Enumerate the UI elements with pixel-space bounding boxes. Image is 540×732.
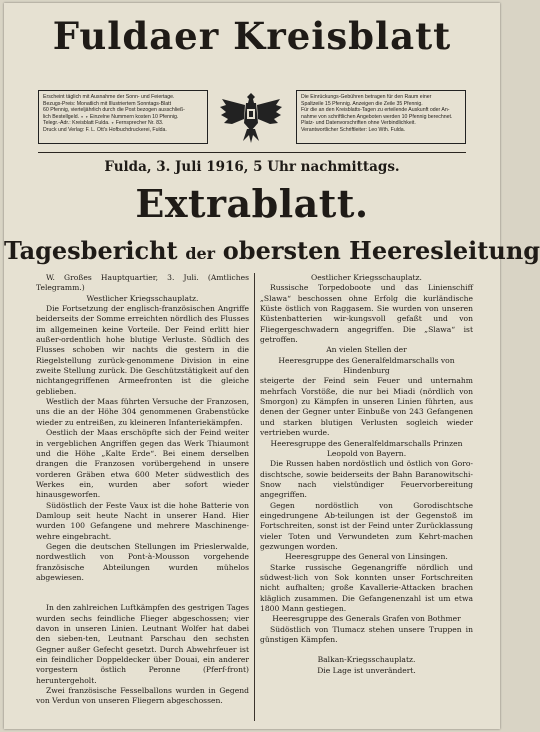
article-paragraph: Die Lage ist unverändert. [317, 665, 416, 675]
subscription-line: 60 Pfennig, vierteljährlich durch die Post bezogen ausschließ- [43, 107, 185, 114]
army-group-heading: Heeresgruppe des General von Linsingen. [285, 552, 448, 562]
subscription-line: lich Bestellgeld. ∘ ∘ Einzelne Nummern kosten 10 Pfennig. [43, 113, 179, 120]
advertising-line: Verantwortlicher Schriftleiter: Leo Wth. Fulda. [301, 126, 406, 133]
article-paragraph: Gegen die deutschen Stellungen im Prieslerwalde, nordwestlich von Pont-à-Mousson vorgehende französische Abteilungen wurden mühelos abgewiesen. [36, 541, 249, 582]
column-divider [254, 273, 255, 721]
left-column [36, 273, 249, 707]
article-paragraph: Südöstlich der Feste Vaux ist die hohe Batterie von Damloup seit heute Nacht in unserer Hand. Hier wurden 100 Gefangene und mehrere Maschinenge-wehre eingebracht. [36, 500, 249, 541]
masthead-title: Fuldaer Kreisblatt [52, 14, 452, 58]
advertising-line: nahme von schriftlichen Angeboten werden 10 Pfennig berechnet. [301, 113, 453, 120]
subscription-line: Bezugs-Preis: Monatlich mit Illustriertem Sonntags-Blatt [43, 100, 172, 107]
article-paragraph: Gegen nordöstlich von Gorodischtsche eingedrungene Ab-teilungen ist der Gegenstoß im Fortschreiten, sonst ist der Feind unter Zurücklassung vieler Toten und Verwundeten zum Kehrt-machen gezwungen worden. [260, 500, 473, 551]
advertising-info-box [296, 90, 466, 144]
report-intro: W. Großes Hauptquartier, 3. Juli. (Amtliches Telegramm.) [36, 273, 249, 293]
extrablatt-title: Extrablatt. [135, 181, 369, 226]
subscription-line: Druck und Verlag: F. L. Ott's Hofbuchdruckerei, Fulda. [43, 126, 167, 133]
report-headline-part: Tagesbericht [4, 236, 178, 265]
article-paragraph: Zwei französische Fesselballons wurden in Gegend von Verdun von unseren Fliegern abgeschossen. [36, 686, 249, 706]
advertising-line: Platz- und Datenvorschriften ohne Verbindlichkeit. [301, 120, 416, 127]
eagle-crest-icon [218, 87, 284, 147]
subscription-line: Telegr.-Adr.: Kreisblatt Fulda. ∘ Fernsprecher Nr. 83. [43, 120, 164, 127]
article-paragraph: Die Fortsetzung der englisch-französischen Angriffe beiderseits der Somme erreichten nördlich des Flusses im allgemeinen keine Vorteile. Der Feind erlitt hier außer-ordentlich hohe blutige Verluste. Südlich des Flusses schoben wir nachts die gestern in die Riegelstellung zurück-genommene Division in eine zweite Stellung zurück. Die Geschützstätigkeit auf den nichtangegriffenen Armeefronten ist die gleiche geblieben. [36, 304, 249, 396]
army-group-heading: Heeresgruppe des Generalfeldmarschalls von Hindenburg [278, 355, 455, 376]
army-group-heading: Heeresgruppe des Generalfeldmarschalls Prinzen Leopold von Bayern. [270, 438, 463, 458]
army-group-heading: Heeresgruppe des Generals Grafen von Bothmer [272, 614, 461, 624]
report-headline-part: der [185, 244, 216, 263]
advertising-line: Die Einrückungs-Gebühren betragen für den Raum einer [301, 94, 432, 100]
report-headline [4, 236, 540, 269]
section-heading-east: Oestlicher Kriegsschauplatz. [311, 273, 422, 282]
article-paragraph: An vielen Stellen der [326, 345, 407, 355]
article-paragraph: Die Russen haben nordöstlich und östlich von Goro-dischtsche, sowie beiderseits der Bahn Baranowitschi-Snow nach vielstündiger Feuervorbereitung angegriffen. [260, 459, 473, 500]
article-paragraph: Westlich der Maas führten Versuche der Franzosen, uns die an der Höhe 304 genommenen Grabenstücke wieder zu entreißen, zu kleineren Infanteriekämpfen. [36, 397, 249, 427]
report-headline-part: obersten Heeresleitung [222, 236, 540, 265]
advertising-line: Spaltzeile 15 Pfennig. Anzeigen die Zeile 35 Pfennig. [301, 100, 423, 107]
dateline: Fulda, 3. Juli 1916, 5 Uhr nachmittags. [104, 159, 400, 175]
article-paragraph: Starke russische Gegenangriffe nördlich und südwest-lich von Sok konnten unser Fortschreiten nicht aufhalten; große Kavallerie-Attacken brachen kläglich zusammen. Die Gefangenenzahl ist um etwa 1800 Mann gestiegen. [260, 562, 473, 613]
advertising-line: Für die an den Kreisblatts-Tagen zu erteilende Auskunft oder An- [301, 107, 450, 114]
subscription-info-box [38, 90, 208, 144]
article-paragraph: Oestlich der Maas erschöpfte sich der Feind weiter in vergeblichen Angriffen gegen das Werk Thiaumont und die Höhe „Kalte Erde“. Bei einem derselben drangen die Franzosen vorübergehend in unsere vorderen Gräben etwa 600 Meter südwestlich des Werkes ein, wurden aber sofort wieder hinausgeworfen. [36, 428, 249, 500]
subscription-line: Erscheint täglich mit Ausnahme der Sonn- und Feiertage. [43, 94, 175, 100]
article-paragraph: In den zahlreichen Luftkämpfen des gestrigen Tages wurden sechs feindliche Flieger abgeschossen; vier davon in unseren Linien. Leutnant Wolfer hat dabei den sieben-ten, Leutnant Parschau den sechsten Gegner außer Gefecht gesetzt. Durch Abwehrfeuer ist ein feindlicher Doppeldecker über Douai, ein anderer vorgestern östlich Peronne (Pferf-front) heruntergeholt. [36, 603, 249, 685]
article-paragraph: steigerte der Feind sein Feuer und unternahm mehrfach Vorstöße, die nur bei Miadi (nördlich von Smorgon) zu Kämpfen in unseren Linien führten, aus denen der Gegner unter Einbuße von 243 Gefangenen und starken blutigen Verlusten sogleich wieder vertrieben wurde. [260, 376, 473, 438]
newspaper-page [4, 3, 540, 729]
section-heading-west: Westlicher Kriegsschauplatz. [86, 293, 199, 303]
article-paragraph: Russische Torpedoboote und das Linienschiff „Slawa“ beschossen ohne Erfolg die kurländische Küste östlich von Raggasem. Sie wurden von unseren Küstenbatterien wir-kungsvoll gefaßt und von Fliegergeschwadern angegriffen. Die „Slawa“ ist getroffen. [260, 283, 473, 345]
right-column [260, 273, 473, 676]
article-paragraph: Südöstlich von Tlumacz stehen unsere Truppen in günstigen Kämpfen. [260, 624, 473, 645]
section-heading-balkan: Balkan-Kriegsschauplatz. [317, 655, 416, 665]
header-divider [38, 152, 466, 153]
